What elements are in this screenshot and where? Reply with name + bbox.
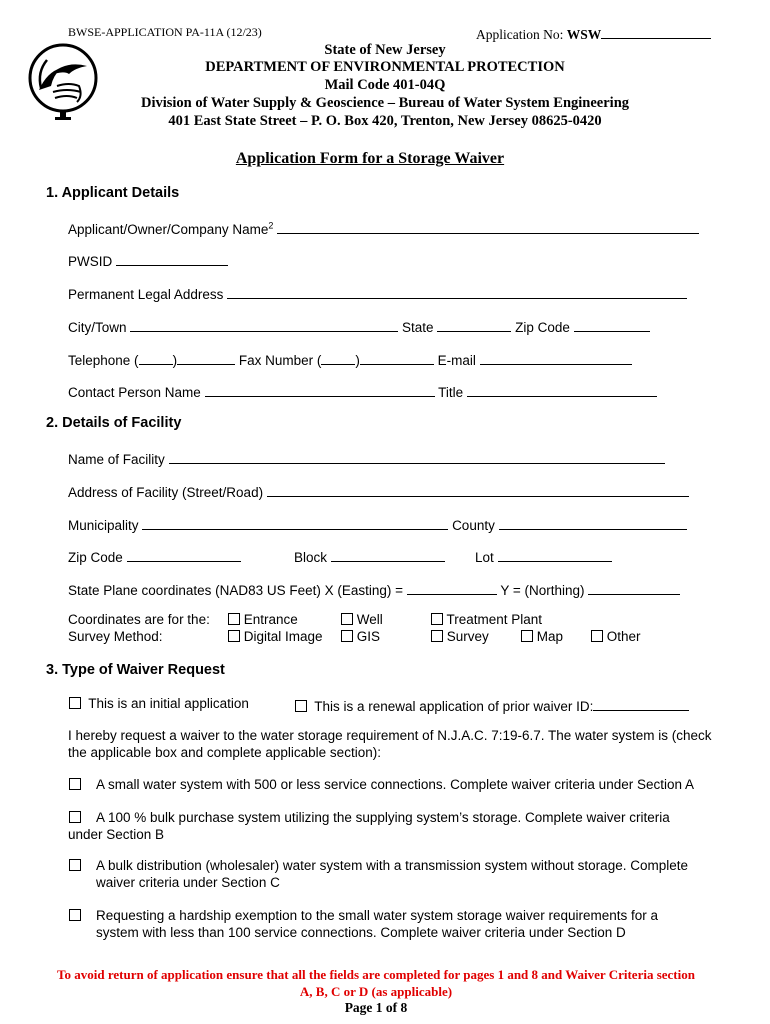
survey-method-label: Survey Method: bbox=[68, 629, 163, 644]
option-c-checkbox-wrap[interactable] bbox=[69, 858, 81, 873]
northing-field[interactable] bbox=[588, 580, 680, 595]
entrance-label: Entrance bbox=[243, 612, 298, 627]
option-a-checkbox-wrap[interactable] bbox=[69, 777, 81, 792]
telephone-area-field[interactable] bbox=[139, 350, 173, 365]
footnote-marker: 2 bbox=[268, 220, 274, 231]
easting-label: State Plane coordinates (NAD83 US Feet) X (Easting) = bbox=[68, 583, 404, 598]
city-label: City/Town bbox=[68, 320, 127, 335]
entrance-checkbox[interactable] bbox=[228, 613, 240, 625]
page-number: Page 1 of 8 bbox=[344, 1000, 408, 1015]
treatment-plant-option[interactable] bbox=[431, 612, 542, 627]
municipality-row bbox=[68, 515, 687, 533]
telephone-row bbox=[68, 350, 632, 368]
application-number-field[interactable] bbox=[601, 24, 711, 39]
lot-label: Lot bbox=[475, 550, 494, 565]
county-field[interactable] bbox=[499, 515, 687, 530]
facility-address-row bbox=[68, 482, 689, 500]
municipality-label: Municipality bbox=[68, 518, 139, 533]
well-label: Well bbox=[356, 612, 383, 627]
digital-image-checkbox[interactable] bbox=[228, 630, 240, 642]
pwsid-row bbox=[68, 251, 228, 269]
option-c-label: A bulk distribution (wholesaler) water system with a transmission system without storage. Complete waiver criteria under Section C bbox=[96, 858, 688, 890]
map-label: Map bbox=[536, 629, 564, 644]
fax-label: Fax Number ( bbox=[238, 353, 322, 368]
well-checkbox[interactable] bbox=[341, 613, 353, 625]
other-checkbox[interactable] bbox=[591, 630, 603, 642]
state-field[interactable] bbox=[437, 317, 511, 332]
gis-checkbox[interactable] bbox=[341, 630, 353, 642]
section-3-heading: 3. Type of Waiver Request bbox=[46, 662, 225, 678]
other-option[interactable] bbox=[591, 629, 641, 644]
renewal-application-option[interactable] bbox=[295, 696, 689, 714]
contact-field[interactable] bbox=[205, 382, 435, 397]
email-label: E-mail bbox=[437, 353, 476, 368]
applicant-name-label: Applicant/Owner/Company Name bbox=[68, 222, 269, 237]
renewal-application-checkbox[interactable] bbox=[295, 700, 307, 712]
option-d-label: Requesting a hardship exemption to the small water system storage waiver requirements for a system with less than 100 service connections. Complete waiver criteria under Section D bbox=[96, 908, 659, 940]
pwsid-label: PWSID bbox=[68, 254, 113, 269]
treatment-plant-label: Treatment Plant bbox=[446, 612, 543, 627]
initial-application-label: This is an initial application bbox=[88, 696, 249, 711]
facility-zip-field[interactable] bbox=[127, 547, 241, 562]
digital-image-option[interactable] bbox=[228, 629, 323, 644]
header-division: Division of Water Supply & Geoscience – Bureau of Water System Engineering bbox=[140, 95, 630, 111]
coordinates-row bbox=[68, 580, 680, 598]
facility-name-row bbox=[68, 449, 665, 467]
map-option[interactable] bbox=[521, 629, 563, 644]
lot-field[interactable] bbox=[498, 547, 612, 562]
city-field[interactable] bbox=[130, 317, 398, 332]
applicant-name-field[interactable] bbox=[277, 219, 699, 234]
facility-address-field[interactable] bbox=[267, 482, 689, 497]
fax-close: ) bbox=[355, 353, 360, 368]
county-label: County bbox=[452, 518, 495, 533]
prior-waiver-id-field[interactable] bbox=[593, 696, 689, 711]
contact-label: Contact Person Name bbox=[68, 385, 201, 400]
entrance-option[interactable] bbox=[228, 612, 298, 627]
facility-name-label: Name of Facility bbox=[68, 452, 165, 467]
survey-checkbox[interactable] bbox=[431, 630, 443, 642]
other-label: Other bbox=[606, 629, 641, 644]
legal-address-field[interactable] bbox=[227, 284, 687, 299]
survey-option[interactable] bbox=[431, 629, 489, 644]
option-b-label: A 100 % bulk purchase system utilizing the supplying system’s storage. Complete waiver criteria under Section B bbox=[68, 810, 670, 842]
waiver-request-statement: I hereby request a waiver to the water storage requirement of N.J.A.C. 7:19-6.7. The water system is (check the applicable box and complete applicable section): bbox=[68, 728, 712, 760]
facility-name-field[interactable] bbox=[169, 449, 665, 464]
completion-warning-line-1: To avoid return of application ensure that all the fields are completed for pages 1 and 8 and Waiver Criteria section bbox=[57, 967, 695, 982]
section-2-heading: 2. Details of Facility bbox=[46, 415, 182, 431]
block-field[interactable] bbox=[331, 547, 445, 562]
option-d-checkbox[interactable] bbox=[69, 909, 81, 921]
title-field[interactable] bbox=[467, 382, 657, 397]
well-option[interactable] bbox=[341, 612, 383, 627]
facility-address-label: Address of Facility (Street/Road) bbox=[68, 485, 264, 500]
northing-label: Y = (Northing) bbox=[500, 583, 585, 598]
title-label: Title bbox=[438, 385, 464, 400]
email-field[interactable] bbox=[480, 350, 632, 365]
state-label: State bbox=[402, 320, 434, 335]
fax-area-field[interactable] bbox=[321, 350, 355, 365]
renewal-application-label: This is a renewal application of prior waiver ID: bbox=[314, 699, 594, 714]
survey-label: Survey bbox=[446, 629, 489, 644]
header-mail-code: Mail Code 401-04Q bbox=[324, 77, 446, 93]
zip-field[interactable] bbox=[574, 317, 650, 332]
application-number bbox=[476, 24, 711, 43]
form-code: BWSE-APPLICATION PA-11A (12/23) bbox=[68, 25, 262, 39]
digital-image-label: Digital Image bbox=[243, 629, 323, 644]
legal-address-row bbox=[68, 284, 687, 302]
telephone-label: Telephone ( bbox=[68, 353, 139, 368]
pwsid-field[interactable] bbox=[116, 251, 228, 266]
contact-row bbox=[68, 382, 657, 400]
option-d-checkbox-wrap[interactable] bbox=[69, 908, 81, 923]
header-department: DEPARTMENT OF ENVIRONMENTAL PROTECTION bbox=[205, 59, 565, 75]
municipality-field[interactable] bbox=[142, 515, 448, 530]
map-checkbox[interactable] bbox=[521, 630, 533, 642]
header-state: State of New Jersey bbox=[324, 42, 446, 58]
telephone-close: ) bbox=[172, 353, 178, 368]
coordinates-for-label: Coordinates are for the: bbox=[68, 612, 210, 627]
block-label: Block bbox=[294, 550, 328, 565]
application-number-label: Application No: bbox=[476, 27, 567, 42]
option-a-checkbox[interactable] bbox=[69, 778, 81, 790]
initial-application-option[interactable] bbox=[69, 696, 249, 711]
telephone-field[interactable] bbox=[177, 350, 235, 365]
section-1-heading: 1. Applicant Details bbox=[46, 185, 180, 201]
fax-field[interactable] bbox=[360, 350, 434, 365]
initial-application-checkbox[interactable] bbox=[69, 697, 81, 709]
application-number-prefix: WSW bbox=[566, 27, 602, 42]
applicant-name-row bbox=[68, 219, 699, 237]
gis-label: GIS bbox=[356, 629, 381, 644]
zip-row bbox=[68, 547, 241, 565]
city-row bbox=[68, 317, 650, 335]
gis-option[interactable] bbox=[341, 629, 380, 644]
block-row bbox=[294, 547, 445, 565]
option-c-checkbox[interactable] bbox=[69, 859, 81, 871]
treatment-plant-checkbox[interactable] bbox=[431, 613, 443, 625]
header-address: 401 East State Street – P. O. Box 420, Trenton, New Jersey 08625-0420 bbox=[168, 113, 602, 129]
facility-zip-label: Zip Code bbox=[68, 550, 123, 565]
form-title: Application Form for a Storage Waiver bbox=[235, 150, 505, 167]
lot-row bbox=[475, 547, 612, 565]
zip-label: Zip Code bbox=[515, 320, 570, 335]
legal-address-label: Permanent Legal Address bbox=[68, 287, 224, 302]
easting-field[interactable] bbox=[407, 580, 497, 595]
option-a-label: A small water system with 500 or less service connections. Complete waiver criteria under Section A bbox=[96, 777, 695, 792]
completion-warning-line-2: A, B, C or D (as applicable) bbox=[299, 984, 453, 999]
